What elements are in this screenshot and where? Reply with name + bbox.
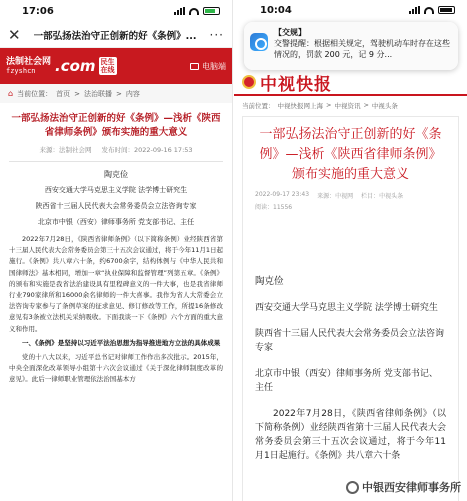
status-icons [174, 7, 220, 15]
desktop-version-link[interactable] [190, 61, 226, 72]
article-date: 发布时间：2022-09-16 17:53 [101, 146, 193, 154]
logo-badge [99, 57, 117, 75]
author-affiliation: 西安交通大学马克思主义学院 法学博士研究生 [44, 186, 188, 194]
header-divider [234, 94, 467, 96]
breadcrumb-current: 内容 [125, 89, 140, 98]
nav-bar [0, 22, 232, 48]
status-bar [0, 0, 232, 22]
emblem-icon [242, 75, 256, 89]
author-affiliation: 陕西省十三届人民代表大会常务委员会立法咨询专家 [255, 329, 445, 353]
article-author: 陶克俭 [104, 170, 128, 179]
article-meta [255, 191, 446, 200]
wifi-icon [424, 7, 434, 14]
badge-top: 民生 [100, 58, 115, 66]
article-paragraph: 党的十八大以来，习近平总书记对律师工作作出多次批示。2015年，中央全面深化改革领导小组第十六次会议通过《关于深化律师制度改革的意见》。此后一律师职业管理依法治国基本方 [9, 353, 223, 384]
watermark [346, 479, 461, 495]
breadcrumb-prefix: 当前位置： [17, 89, 53, 98]
status-bar [234, 0, 467, 20]
article-paragraph: 2022年7月28日，《陕西省律师条例》（以下简称条例）业经陕西省第十三届人民代表大会常务委员会第三十五次会议通过，将于今年11月1日起施行。《条例》共八章六十条，约6700余字，结构体例与《中华人民共和国律师法》基本相同，增加一章“执业保障和监督管理”列第五章。《条例》的颁布和实施是我省法治建设具有里程碑意义的一件大事，也是我省律师行业790家律所和16000余名律师的一件大喜事。我作为省人大常委会立法咨询专家参与了条例草案的征求意见、修订修改等工作，所提16条修改意见有3条被立法机关采纳吸收。下面我谈一下《条例》六个方面的重大意义和作用。 [9, 235, 223, 333]
article-title: 一部弘扬法治守正创新的好《条例》—浅析《陕西省律师条例》颁布实施的重大意义 [11, 113, 221, 138]
breadcrumb [0, 84, 232, 103]
right-phone-screen [234, 0, 467, 501]
section-heading: 一、《条例》是坚持以习近平法治思想为指导推进地方立法的具体成果 [22, 338, 221, 347]
site-banner [0, 48, 232, 84]
close-icon[interactable]: ✕ [8, 25, 21, 44]
article-section: 栏目：中视头条 [361, 193, 404, 200]
article [0, 112, 232, 386]
breadcrumb [234, 98, 467, 112]
status-time: 17:06 [22, 5, 54, 17]
breadcrumb-sep: > [115, 89, 122, 98]
watermark-text: 中银西安律师事务所 [362, 481, 461, 494]
badge-bottom: 在线 [100, 66, 115, 74]
logo-name: 法制社会网 [6, 57, 52, 67]
signal-icon [409, 6, 420, 14]
wifi-icon [189, 8, 199, 15]
watermark-logo-icon [346, 481, 359, 494]
author-affiliation: 北京市中银（西安）律师事务所 党支部书记、主任 [37, 218, 195, 226]
signal-icon [174, 7, 185, 15]
author-affiliation: 北京市中银（西安）律师事务所 党支部书记、主任 [255, 369, 438, 393]
breadcrumb-sep: > [326, 101, 332, 109]
article-views: 阅读：11556 [255, 204, 293, 211]
article-title: 一部弘扬法治守正创新的好《条例》—浅析《陕西省律师条例》颁布实施的重大意义 [259, 127, 442, 182]
article-source: 来源：法制社会网 [39, 146, 92, 154]
app-icon [250, 33, 268, 51]
breadcrumb-item[interactable]: 中视快报网上海 [277, 101, 323, 110]
notification-banner[interactable] [244, 22, 458, 70]
battery-icon [203, 7, 220, 15]
article-author: 陶克俭 [255, 276, 284, 287]
article-date: 2022-09-17 23:43 [255, 191, 310, 198]
more-icon[interactable]: ··· [209, 27, 224, 42]
masthead-logo[interactable]: 中视快报 [260, 74, 332, 95]
breadcrumb-sep: > [74, 89, 80, 98]
breadcrumb-home[interactable]: 首页 [56, 89, 71, 98]
breadcrumb-prefix: 当前位置： [242, 101, 275, 110]
notification-title: 【交规】 [274, 28, 306, 37]
breadcrumb-section[interactable]: 法治联播 [83, 89, 112, 98]
home-icon: ⌂ [8, 89, 14, 98]
battery-icon [438, 6, 455, 14]
article-source: 来源：中视网 [317, 193, 354, 200]
article-paragraph: 2022年7月28日，《陕西省律师条例》（以下简称条例）业经陕西省第十三届人民代表大会常务委员会第三十五次会议通过，将于今年11月1日起施行。《条例》共八章六十条 [255, 409, 446, 461]
site-logo[interactable] [6, 57, 117, 75]
divider [9, 161, 223, 162]
logo-com: .com [55, 57, 96, 75]
site-header [234, 70, 467, 94]
author-affiliation: 陕西省十三届人民代表大会常务委员会立法咨询专家 [35, 202, 197, 210]
breadcrumb-item[interactable]: 中视资讯 [334, 101, 361, 110]
status-icons [409, 6, 455, 14]
author-affiliation: 西安交通大学马克思主义学院 法学博士研究生 [255, 303, 438, 313]
left-phone-screen [0, 0, 233, 501]
breadcrumb-sep: > [363, 101, 369, 109]
desktop-version-label: 电脑端 [202, 61, 226, 71]
page-title: 一部弘扬法治守正创新的好《条例》... [33, 30, 197, 42]
breadcrumb-item[interactable]: 中视头条 [371, 101, 398, 110]
notification-text: 交警提醒：根据相关规定，驾驶机动车时存在这些情况的，罚款 200 元，记 9 分... [274, 39, 450, 59]
article [242, 116, 459, 501]
status-time: 10:04 [260, 4, 292, 16]
monitor-icon [190, 63, 199, 70]
logo-url: fzyshcn [6, 67, 36, 75]
article-meta [9, 145, 223, 154]
